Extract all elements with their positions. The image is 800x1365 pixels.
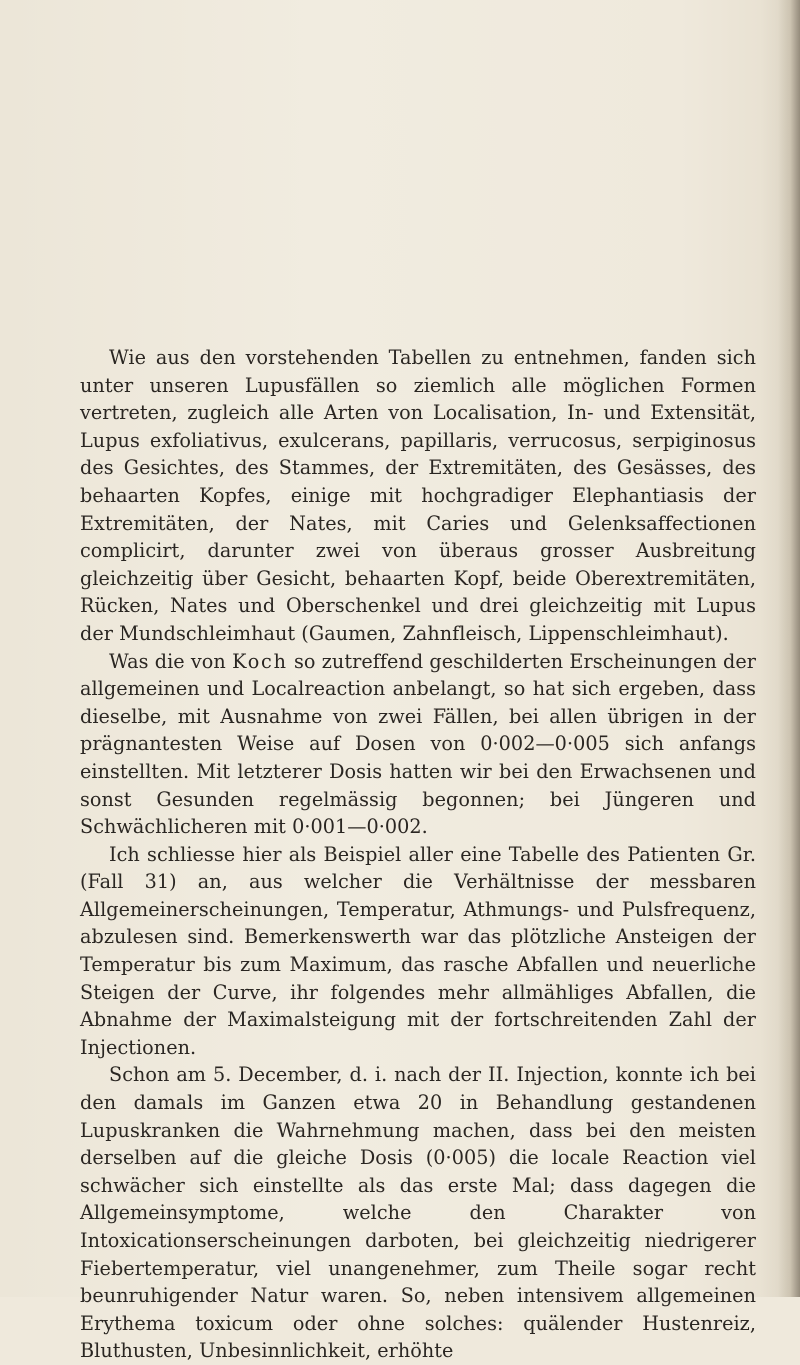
author-name-koch: Koch — [232, 649, 288, 673]
page-edge-shadow — [778, 0, 800, 1297]
paragraph-text-end: so zutreffend geschilderten Erscheinungen der allgemeinen und Localreaction anbelangt, so hat sich ergeben, dass dieselbe, mit Ausnahme von zwei Fällen, bei allen übrigen in der prägnantesten Weise auf Dosen von 0·002—0·005 sich anfangs einstellten. Mit letzterer Dosis hatten wir bei den Erwachsenen und sonst Gesunden regelmässig begonnen; bei Jüngeren und Schwächlicheren mit 0·001—0·002. — [80, 649, 756, 839]
paragraph-koch-reaction — [80, 648, 756, 841]
paragraph-lupus-forms: Wie aus den vorstehenden Tabellen zu entnehmen, fanden sich unter unseren Lupusfällen so ziemlich alle möglichen Formen vertreten, zugleich alle Arten von Localisation, In- und Extensität, Lupus exfoliativus, exulcerans, papillaris, verrucosus, serpiginosus des Gesichtes, des Stammes, der Extremitäten, des Gesässes, des behaarten Kopfes, einige mit hochgradiger Elephantiasis der Extremitäten, der Nates, mit Caries und Gelenksaffectionen complicirt, darunter zwei von überaus grosser Ausbreitung gleichzeitig über Gesicht, behaarten Kopf, beide Oberextremitäten, Rücken, Nates und Oberschenkel und drei gleichzeitig mit Lupus der Mundschleimhaut (Gaumen, Zahnfleisch, Lippenschleimhaut). — [80, 346, 756, 645]
paragraph-text-start: Was die von — [109, 649, 233, 673]
paragraph-patient-table: Ich schliesse hier als Beispiel aller eine Tabelle des Patienten Gr. (Fall 31) an, aus welcher die Verhältnisse der messbaren Allgemeinerscheinungen, Temperatur, Athmungs- und Pulsfrequenz, abzulesen sind. Bemerkenswerth war das plötzliche Ansteigen der Temperatur bis zum Maximum, das rasche Abfallen und neuerliche Steigen der Curve, ihr folgendes mehr allmähliges Abfallen, die Abnahme der Maximalsteigung mit der fortschreitenden Zahl der Injectionen. — [80, 842, 756, 1059]
paragraph-december-observation: Schon am 5. December, d. i. nach der II. Injection, konnte ich bei den damals im Ganzen etwa 20 in Behandlung gestandenen Lupuskranken die Wahrnehmung machen, dass bei den meisten derselben auf die gleiche Dosis (0·005) die locale Reaction viel schwächer sich einstellte als das erste Mal; dass dagegen die Allgemeinsymptome, welche den Charakter von Intoxicationserscheinungen darboten, bei gleichzeitig niedrigerer Fiebertemperatur, viel unangenehmer, zum Theile sogar recht beunruhigender Natur waren. So, neben intensivem allgemeinen Erythema toxicum oder ohne solches: quälender Hustenreiz, Bluthusten, Unbesinnlichkeit, erhöhte — [80, 1063, 756, 1363]
body-text — [80, 344, 756, 1365]
